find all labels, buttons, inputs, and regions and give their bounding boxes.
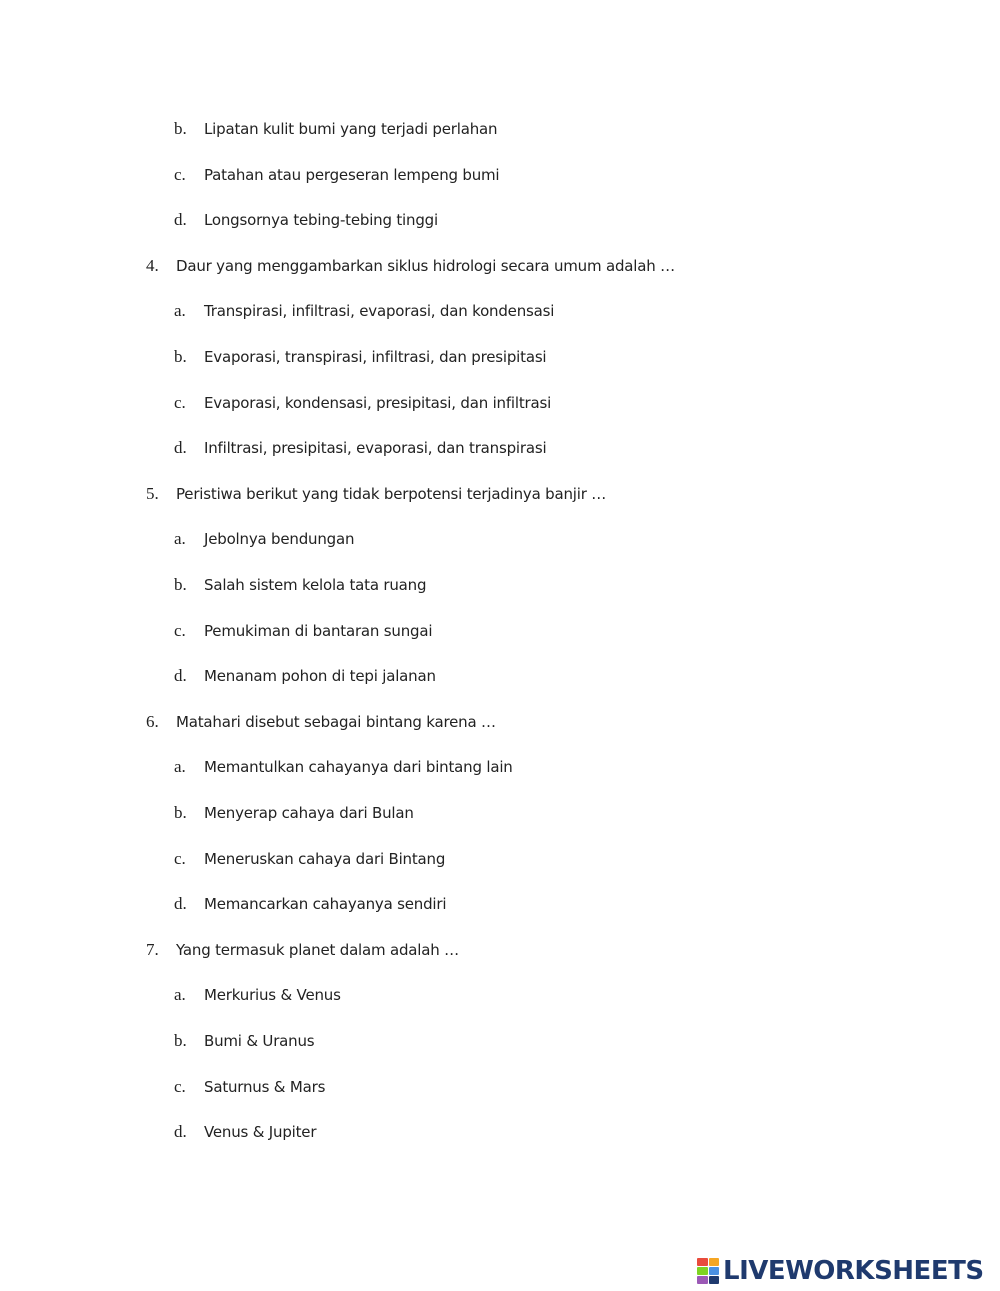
option-text: Jebolnya bendungan	[204, 530, 355, 548]
liveworksheets-logo-text: LIVEWORKSHEETS	[723, 1256, 984, 1286]
option-letter: c.	[174, 621, 186, 640]
option-letter: c.	[174, 165, 186, 184]
option-letter: a.	[174, 757, 186, 776]
option-text: Evaporasi, transpirasi, infiltrasi, dan presipitasi	[204, 348, 547, 366]
question-number: 6.	[146, 712, 159, 731]
option-letter: b.	[174, 119, 187, 138]
option-text: Infiltrasi, presipitasi, evaporasi, dan transpirasi	[204, 439, 547, 457]
option-text: Bumi & Uranus	[204, 1032, 315, 1050]
question-text: Peristiwa berikut yang tidak berpotensi terjadinya banjir …	[176, 485, 607, 503]
option-letter: b.	[174, 347, 187, 366]
option-text: Meneruskan cahaya dari Bintang	[204, 850, 446, 868]
option-letter: d.	[174, 210, 187, 229]
option-letter: d.	[174, 438, 187, 457]
option-letter: b.	[174, 803, 187, 822]
option-text: Menyerap cahaya dari Bulan	[204, 804, 414, 822]
option-letter: a.	[174, 301, 186, 320]
option-text: Merkurius & Venus	[204, 986, 341, 1004]
option-text: Salah sistem kelola tata ruang	[204, 576, 427, 594]
option-letter: b.	[174, 1031, 187, 1050]
option-text: Patahan atau pergeseran lempeng bumi	[204, 166, 500, 184]
question-text: Matahari disebut sebagai bintang karena …	[176, 713, 496, 731]
question-number: 4.	[146, 256, 159, 275]
question-text: Yang termasuk planet dalam adalah …	[176, 941, 459, 959]
option-text: Memancarkan cahayanya sendiri	[204, 895, 447, 913]
option-letter: c.	[174, 849, 186, 868]
option-letter: a.	[174, 985, 186, 1004]
question-number: 5.	[146, 484, 159, 503]
option-letter: b.	[174, 575, 187, 594]
option-letter: c.	[174, 1077, 186, 1096]
option-text: Menanam pohon di tepi jalanan	[204, 667, 436, 685]
option-text: Longsornya tebing-tebing tinggi	[204, 211, 438, 229]
liveworksheets-logo	[697, 1254, 984, 1288]
option-text: Lipatan kulit bumi yang terjadi perlahan	[204, 120, 498, 138]
option-text: Evaporasi, kondensasi, presipitasi, dan infiltrasi	[204, 394, 552, 412]
option-letter: d.	[174, 1122, 187, 1141]
option-letter: d.	[174, 666, 187, 685]
question-number: 7.	[146, 940, 159, 959]
option-text: Transpirasi, infiltrasi, evaporasi, dan kondensasi	[204, 302, 555, 320]
question-text: Daur yang menggambarkan siklus hidrologi secara umum adalah …	[176, 257, 675, 275]
liveworksheets-logo-icon	[697, 1258, 719, 1284]
option-text: Memantulkan cahayanya dari bintang lain	[204, 758, 513, 776]
option-letter: c.	[174, 393, 186, 412]
option-letter: d.	[174, 894, 187, 913]
option-text: Venus & Jupiter	[204, 1123, 317, 1141]
option-text: Saturnus & Mars	[204, 1078, 326, 1096]
option-text: Pemukiman di bantaran sungai	[204, 622, 433, 640]
option-letter: a.	[174, 529, 186, 548]
